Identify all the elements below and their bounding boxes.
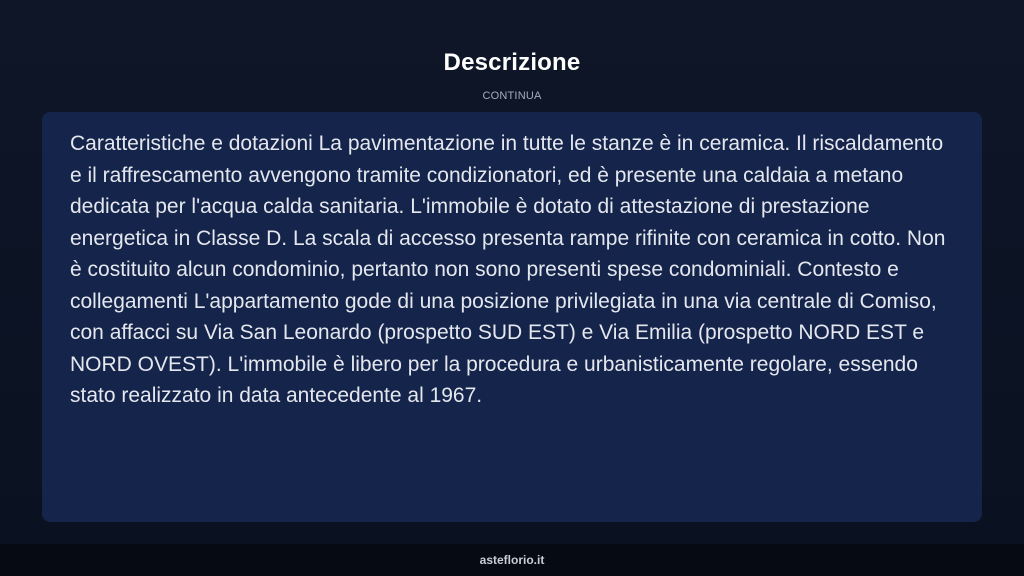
description-panel: [42, 112, 982, 522]
page-title: Descrizione: [443, 49, 581, 76]
continue-link[interactable]: CONTINUA: [482, 90, 542, 102]
description-text: Caratteristiche e dotazioni La pavimentazione in tutte le stanze è in ceramica. Il riscaldamento e il raffrescamento avvengono tramite condizionatori, ed è presente una caldaia a metano dedicata per l'acqua calda sanitaria. L'immobile è dotato di attestazione di prestazione energetica in Classe D. La scala di accesso presenta rampe rifinite con ceramica in cotto. Non è costituito alcun condominio, pertanto non sono presenti spese condominiali. Contesto e collegamenti L'appartamento gode di una posizione privilegiata in una via centrale di Comiso, con affacci su Via San Leonardo (prospetto SUD EST) e Via Emilia (prospetto NORD EST e NORD OVEST). L'immobile è libero per la procedura e urbanisticamente regolare, essendo stato realizzato in data antecedente al 1967.: [70, 132, 946, 407]
footer: [0, 544, 1024, 576]
footer-site-name: asteflorio.it: [479, 553, 545, 567]
header: [0, 48, 1024, 104]
